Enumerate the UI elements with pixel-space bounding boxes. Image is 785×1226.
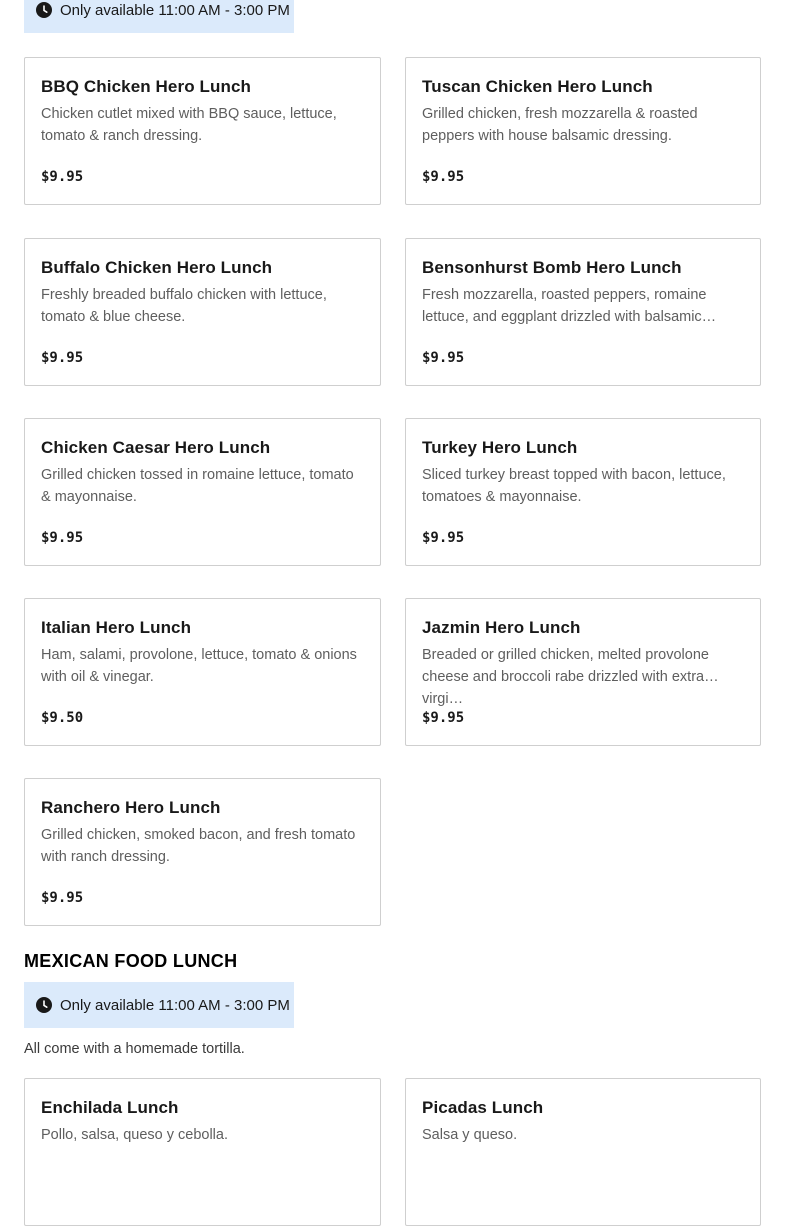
menu-item-name: Ranchero Hero Lunch [41, 798, 221, 817]
clock-icon [36, 2, 52, 18]
menu-item-price: $9.95 [41, 350, 84, 366]
menu-item-description: Fresh mozzarella, roasted peppers, romaine lettuce, and eggplant drizzled with balsamic… [422, 287, 717, 325]
menu-item-description: Salsa y queso. [422, 1127, 518, 1143]
menu-item-price: $9.50 [41, 710, 84, 726]
menu-item-card[interactable] [24, 778, 381, 926]
menu-item-price: $9.95 [422, 710, 465, 726]
menu-item-description: Ham, salami, provolone, lettuce, tomato & onions with oil & vinegar. [41, 647, 357, 685]
menu-item-name: BBQ Chicken Hero Lunch [41, 77, 252, 96]
menu-item-name: Jazmin Hero Lunch [422, 618, 581, 637]
menu-item-card[interactable] [405, 598, 761, 746]
menu-item-description: Chicken cutlet mixed with BBQ sauce, lettuce, tomato & ranch dressing. [41, 106, 337, 144]
menu-item-card[interactable] [24, 238, 381, 386]
menu-item-price: $9.95 [422, 350, 465, 366]
menu-item-price: $9.95 [41, 169, 84, 185]
menu-item-card[interactable] [24, 418, 381, 566]
menu-item-card[interactable] [405, 418, 761, 566]
availability-banner [24, 0, 294, 33]
menu-item-description: Grilled chicken, fresh mozzarella & roasted peppers with house balsamic dressing. [422, 106, 698, 144]
menu-item-card[interactable] [405, 57, 761, 205]
section-heading: MEXICAN FOOD LUNCH [24, 951, 238, 971]
menu-item-price: $9.95 [41, 530, 84, 546]
menu-item-price: $9.95 [422, 169, 465, 185]
section-description: All come with a homemade tortilla. [24, 1041, 245, 1057]
menu-item-name: Enchilada Lunch [41, 1098, 179, 1117]
menu-item-description: Pollo, salsa, queso y cebolla. [41, 1127, 228, 1143]
menu-item-name: Tuscan Chicken Hero Lunch [422, 77, 653, 96]
menu-item-description: Grilled chicken tossed in romaine lettuce, tomato & mayonnaise. [41, 467, 354, 505]
menu-item-card[interactable] [24, 1078, 381, 1226]
availability-banner [24, 982, 294, 1028]
menu-item-name: Turkey Hero Lunch [422, 438, 578, 457]
menu-item-name: Picadas Lunch [422, 1098, 544, 1117]
menu-item-price: $9.95 [422, 530, 465, 546]
clock-icon [36, 997, 52, 1013]
menu-item-card[interactable] [405, 1078, 761, 1226]
menu-item-card[interactable] [24, 598, 381, 746]
menu-item-name: Chicken Caesar Hero Lunch [41, 438, 271, 457]
menu-item-price: $9.95 [41, 890, 84, 906]
menu-item-description: Grilled chicken, smoked bacon, and fresh tomato with ranch dressing. [41, 827, 356, 865]
menu-item-name: Bensonhurst Bomb Hero Lunch [422, 258, 682, 277]
availability-text: Only available 11:00 AM - 3:00 PM [60, 996, 290, 1014]
menu-item-description: Breaded or grilled chicken, melted provolone cheese and broccoli rabe drizzled with extra virgi… [422, 647, 709, 707]
menu-item-name: Italian Hero Lunch [41, 618, 192, 637]
menu-item-name: Buffalo Chicken Hero Lunch [41, 258, 273, 277]
menu-item-description: Sliced turkey breast topped with bacon, lettuce, tomatoes & mayonnaise. [422, 467, 726, 505]
menu-item-card[interactable] [405, 238, 761, 386]
availability-text: Only available 11:00 AM - 3:00 PM [60, 1, 290, 19]
menu-item-description: Freshly breaded buffalo chicken with lettuce, tomato & blue cheese. [41, 287, 327, 325]
menu-item-card[interactable] [24, 57, 381, 205]
